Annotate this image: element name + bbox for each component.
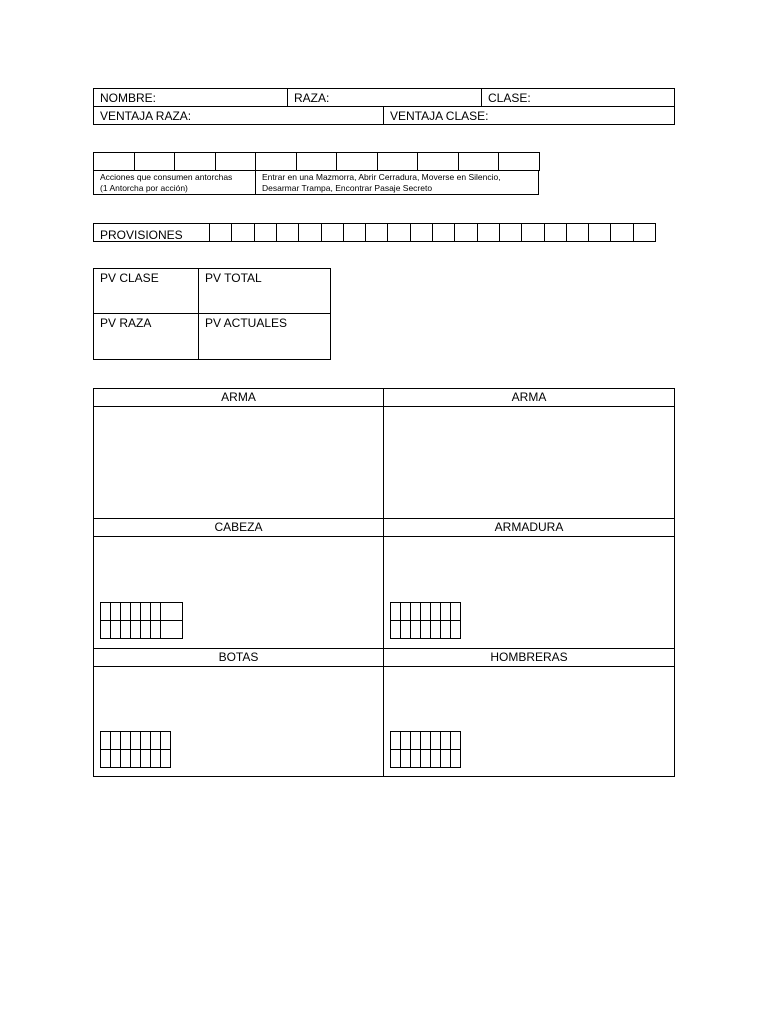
nombre-field[interactable] — [93, 88, 288, 107]
provision-box[interactable] — [633, 223, 656, 242]
torch-box[interactable] — [417, 152, 459, 171]
arma-left-slot[interactable] — [93, 406, 384, 519]
ventaja-clase-field[interactable] — [383, 106, 675, 125]
ventaja-clase-label: VENTAJA CLASE: — [390, 109, 489, 123]
raza-label: RAZA: — [294, 91, 330, 105]
torch-box[interactable] — [336, 152, 378, 171]
hombreras-durability-grid — [390, 731, 461, 768]
botas-durability-grid — [100, 731, 171, 768]
provision-box[interactable] — [254, 223, 277, 242]
torch-box[interactable] — [174, 152, 216, 171]
pv-raza-cell[interactable] — [93, 313, 199, 360]
provision-box[interactable] — [276, 223, 299, 242]
provision-box[interactable] — [566, 223, 589, 242]
provisions-label: PROVISIONES — [100, 228, 183, 242]
arma-left-header: ARMA — [93, 388, 384, 407]
hombreras-slot[interactable] — [383, 666, 675, 777]
durability-box[interactable] — [450, 731, 461, 750]
ventaja-raza-field[interactable] — [93, 106, 384, 125]
hombreras-header: HOMBRERAS — [383, 648, 675, 667]
torch-note-right-cell — [255, 170, 539, 195]
durability-box[interactable] — [450, 620, 461, 639]
torch-note-left-line2: (1 Antorcha por acción) — [100, 183, 188, 193]
raza-field[interactable] — [287, 88, 482, 107]
provision-box[interactable] — [321, 223, 344, 242]
provision-box[interactable] — [477, 223, 500, 242]
cabeza-slot[interactable] — [93, 536, 384, 649]
torch-box[interactable] — [255, 152, 297, 171]
durability-box[interactable] — [160, 749, 171, 768]
provision-box[interactable] — [432, 223, 455, 242]
pv-table — [93, 268, 331, 360]
pv-clase-label: PV CLASE — [100, 271, 159, 285]
torch-box[interactable] — [458, 152, 499, 171]
botas-slot[interactable] — [93, 666, 384, 777]
torch-note-right-line2: Desarmar Trampa, Encontrar Pasaje Secreto — [262, 183, 433, 193]
equipment-grid — [93, 388, 675, 777]
character-header — [93, 88, 675, 125]
provisions-tracker — [93, 223, 655, 242]
durability-box[interactable] — [160, 602, 183, 621]
armadura-header: ARMADURA — [383, 518, 675, 537]
arma-right-header: ARMA — [383, 388, 675, 407]
torch-box[interactable] — [134, 152, 175, 171]
provision-box[interactable] — [410, 223, 433, 242]
armadura-durability-grid — [390, 602, 461, 639]
durability-box[interactable] — [450, 749, 461, 768]
pv-actuales-cell[interactable] — [198, 313, 331, 360]
provision-box[interactable] — [499, 223, 522, 242]
provision-box[interactable] — [209, 223, 232, 242]
torch-box[interactable] — [93, 152, 135, 171]
provision-box[interactable] — [387, 223, 411, 242]
provisions-label-cell — [93, 223, 210, 242]
torch-box[interactable] — [377, 152, 418, 171]
durability-box[interactable] — [160, 620, 183, 639]
pv-actuales-label: PV ACTUALES — [205, 316, 288, 330]
nombre-label: NOMBRE: — [100, 91, 157, 105]
armadura-slot[interactable] — [383, 536, 675, 649]
botas-header: BOTAS — [93, 648, 384, 667]
pv-total-label: PV TOTAL — [205, 271, 262, 285]
provisions-boxes — [209, 223, 655, 242]
provision-box[interactable] — [544, 223, 567, 242]
torch-box[interactable] — [296, 152, 337, 171]
provision-box[interactable] — [521, 223, 545, 242]
provision-box[interactable] — [365, 223, 388, 242]
torch-boxes — [93, 152, 539, 171]
provision-box[interactable] — [454, 223, 478, 242]
cabeza-durability-grid — [100, 602, 183, 639]
torch-note-left-cell — [93, 170, 256, 195]
arma-right-slot[interactable] — [383, 406, 675, 519]
provision-box[interactable] — [343, 223, 366, 242]
provision-box[interactable] — [588, 223, 611, 242]
cabeza-header: CABEZA — [93, 518, 384, 537]
clase-field[interactable] — [481, 88, 675, 107]
clase-label: CLASE: — [488, 91, 531, 105]
torch-box[interactable] — [498, 152, 540, 171]
pv-raza-label: PV RAZA — [100, 316, 152, 330]
durability-box[interactable] — [160, 731, 171, 750]
torch-note-right-line1: Entrar en una Mazmorra, Abrir Cerradura, Moverse en Silencio, — [262, 172, 501, 182]
torch-note-left-line1: Acciones que consumen antorchas — [100, 172, 233, 182]
ventaja-raza-label: VENTAJA RAZA: — [100, 109, 192, 123]
pv-clase-cell[interactable] — [93, 268, 199, 314]
provision-box[interactable] — [231, 223, 255, 242]
pv-total-cell[interactable] — [198, 268, 331, 314]
provision-box[interactable] — [298, 223, 322, 242]
provision-box[interactable] — [610, 223, 634, 242]
torch-box[interactable] — [215, 152, 256, 171]
durability-box[interactable] — [450, 602, 461, 621]
torch-tracker — [93, 152, 539, 195]
